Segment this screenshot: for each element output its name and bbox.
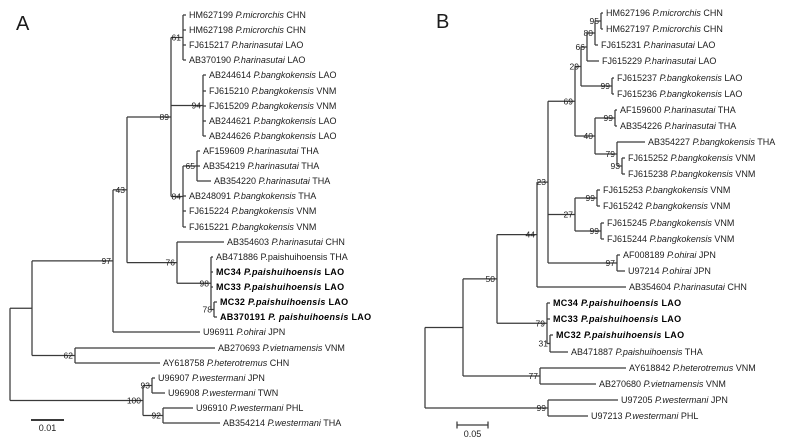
taxon-label: AB354226 P.harinasutai THA xyxy=(620,121,737,132)
bootstrap-value: 62 xyxy=(63,350,73,361)
bootstrap-value: 99 xyxy=(585,193,595,203)
bootstrap-value: 77 xyxy=(528,371,538,381)
bootstrap-value: 99 xyxy=(600,81,610,91)
taxon-label: MC32 P.paishuihoensis LAO xyxy=(556,330,685,341)
scale-bar-label: 0.05 xyxy=(463,429,482,439)
bootstrap-value: 44 xyxy=(525,229,535,240)
taxon-label: FJ615210 P.bangkokensis VNM xyxy=(209,86,337,97)
taxon-label: AF159609 P.harinasutai THA xyxy=(203,146,319,157)
taxon-label: AY618758 P.heterotremus CHN xyxy=(163,358,290,369)
taxon-label: AB354219 P.harinasutai THA xyxy=(203,161,320,172)
taxon-label: U96910 P.westermani PHL xyxy=(196,403,304,414)
panel-letter: A xyxy=(16,13,30,35)
taxon-label: AB244626 P.bangkokensis LAO xyxy=(209,131,337,142)
bootstrap-value: 89 xyxy=(159,112,169,122)
taxon-label: U96907 P.westermani JPN xyxy=(158,373,265,384)
taxon-label: HM627199 P.microrchis CHN xyxy=(189,10,306,21)
taxon-label: U97205 P.westermani JPN xyxy=(621,395,728,406)
taxon-label: AF159600 P.harinasutai THA xyxy=(620,105,736,116)
bootstrap-value: 61 xyxy=(171,32,181,43)
scale-bar xyxy=(31,420,64,433)
taxon-label: U96908 P.westermani TWN xyxy=(168,388,279,399)
taxon-label: AB244621 P.bangkokensis LAO xyxy=(209,116,337,127)
taxon-label: FJ615253 P.bangkokensis VNM xyxy=(603,185,731,196)
taxon-label: AB471886 P.paishuihoensis THA xyxy=(216,252,348,263)
bootstrap-value: 94 xyxy=(191,100,201,111)
taxon-label: FJ615231 P.harinasutai LAO xyxy=(601,40,716,51)
bootstrap-value: 31 xyxy=(538,338,548,349)
taxon-label: FJ615224 P.bangkokensis VNM xyxy=(189,206,317,217)
taxon-label: AB370190 P.harinasutai LAO xyxy=(189,55,306,66)
taxon-label: AB270693 P.vietnamensis VNM xyxy=(218,343,345,354)
taxon-label: AB354603 P.harinasutai CHN xyxy=(227,237,345,248)
taxon-label: MC34 P.paishuihoensis LAO xyxy=(216,267,345,278)
panel-letter: B xyxy=(436,11,450,33)
taxon-label: FJ615238 P.bangkokensis VNM xyxy=(628,169,756,180)
bootstrap-value: 92 xyxy=(151,410,161,421)
bootstrap-value: 98 xyxy=(199,278,209,289)
panel-a xyxy=(10,10,371,433)
bootstrap-value: 93 xyxy=(610,161,620,171)
taxon-label: AF008189 P.ohirai JPN xyxy=(623,250,716,261)
taxon-label: MC33 P.paishuihoensis LAO xyxy=(216,282,345,293)
taxon-label: FJ615236 P.bangkokensis LAO xyxy=(617,89,743,100)
bootstrap-value: 50 xyxy=(485,273,495,284)
taxon-label: FJ615209 P.bangkokensis VNM xyxy=(209,101,337,112)
taxon-label: AB354220 P.harinasutai THA xyxy=(214,176,331,187)
taxon-label: FJ615244 P.bangkokensis VNM xyxy=(607,234,735,245)
taxon-label: MC34 P.paishuihoensis LAO xyxy=(553,298,682,309)
bootstrap-value: 69 xyxy=(563,96,573,107)
taxon-label: U97213 P.westermani PHL xyxy=(591,411,699,422)
bootstrap-value: 29 xyxy=(569,61,579,72)
taxon-label: MC32 P.paishuihoensis LAO xyxy=(220,297,349,308)
taxon-label: AB244614 P.bangkokensis LAO xyxy=(209,70,337,81)
taxon-label: AB270680 P.vietnamensis VNM xyxy=(599,379,726,390)
bootstrap-value: 99 xyxy=(603,113,613,123)
scale-bar xyxy=(457,422,488,440)
taxon-label: AB354227 P.bangkokensis THA xyxy=(648,137,776,148)
scale-bar-label: 0.01 xyxy=(38,423,57,433)
bootstrap-value: 23 xyxy=(536,177,546,188)
taxon-label: AB354604 P.harinasutai CHN xyxy=(629,282,747,293)
bootstrap-value: 79 xyxy=(535,318,545,329)
taxon-label: AB471887 P.paishuihoensis THA xyxy=(571,347,703,358)
taxon-label: MC33 P.paishuihoensis LAO xyxy=(553,314,682,325)
panel-b xyxy=(425,8,775,439)
bootstrap-value: 84 xyxy=(171,191,181,202)
taxon-label: FJ615221 P.bangkokensis VNM xyxy=(189,222,317,233)
taxon-label: U97214 P.ohirai JPN xyxy=(628,266,711,277)
taxon-label: FJ615245 P.bangkokensis VNM xyxy=(607,218,735,229)
taxon-label: FJ615229 P.harinasutai LAO xyxy=(602,56,717,67)
bootstrap-value: 99 xyxy=(589,226,599,236)
taxon-label: AB248091 P.bangkokensis THA xyxy=(189,191,317,202)
bootstrap-value: 97 xyxy=(101,255,111,266)
taxon-label: AY618842 P.heterotremus VNM xyxy=(629,363,756,374)
bootstrap-value: 95 xyxy=(589,16,599,26)
taxon-label: FJ615252 P.bangkokensis VNM xyxy=(628,153,756,164)
bootstrap-value: 78 xyxy=(202,304,212,315)
bootstrap-value: 40 xyxy=(583,131,593,141)
taxon-label: AB354214 P.westermani THA xyxy=(223,418,342,429)
taxon-label: FJ615217 P.harinasutai LAO xyxy=(189,40,304,51)
bootstrap-value: 65 xyxy=(185,161,195,171)
bootstrap-value: 80 xyxy=(583,28,593,38)
taxon-label: FJ615242 P.bangkokensis VNM xyxy=(603,201,731,212)
bootstrap-value: 66 xyxy=(575,42,585,52)
bootstrap-value: 97 xyxy=(605,258,615,268)
taxon-label: HM627196 P.microrchis CHN xyxy=(606,8,723,19)
taxon-label: U96911 P.ohirai JPN xyxy=(203,327,286,338)
taxon-label: AB370191 P. paishuihoensis LAO xyxy=(220,312,372,323)
bootstrap-value: 93 xyxy=(140,380,150,391)
bootstrap-value: 27 xyxy=(563,209,573,220)
bootstrap-value: 76 xyxy=(165,257,175,268)
bootstrap-value: 100 xyxy=(126,395,141,406)
taxon-label: FJ615237 P.bangkokensis LAO xyxy=(617,73,743,84)
bootstrap-value: 43 xyxy=(115,184,125,195)
taxon-label: HM627197 P.microrchis CHN xyxy=(606,24,723,35)
taxon-label: HM627198 P.microrchis CHN xyxy=(189,25,306,36)
bootstrap-value: 99 xyxy=(536,403,546,413)
bootstrap-value: 79 xyxy=(605,149,615,159)
